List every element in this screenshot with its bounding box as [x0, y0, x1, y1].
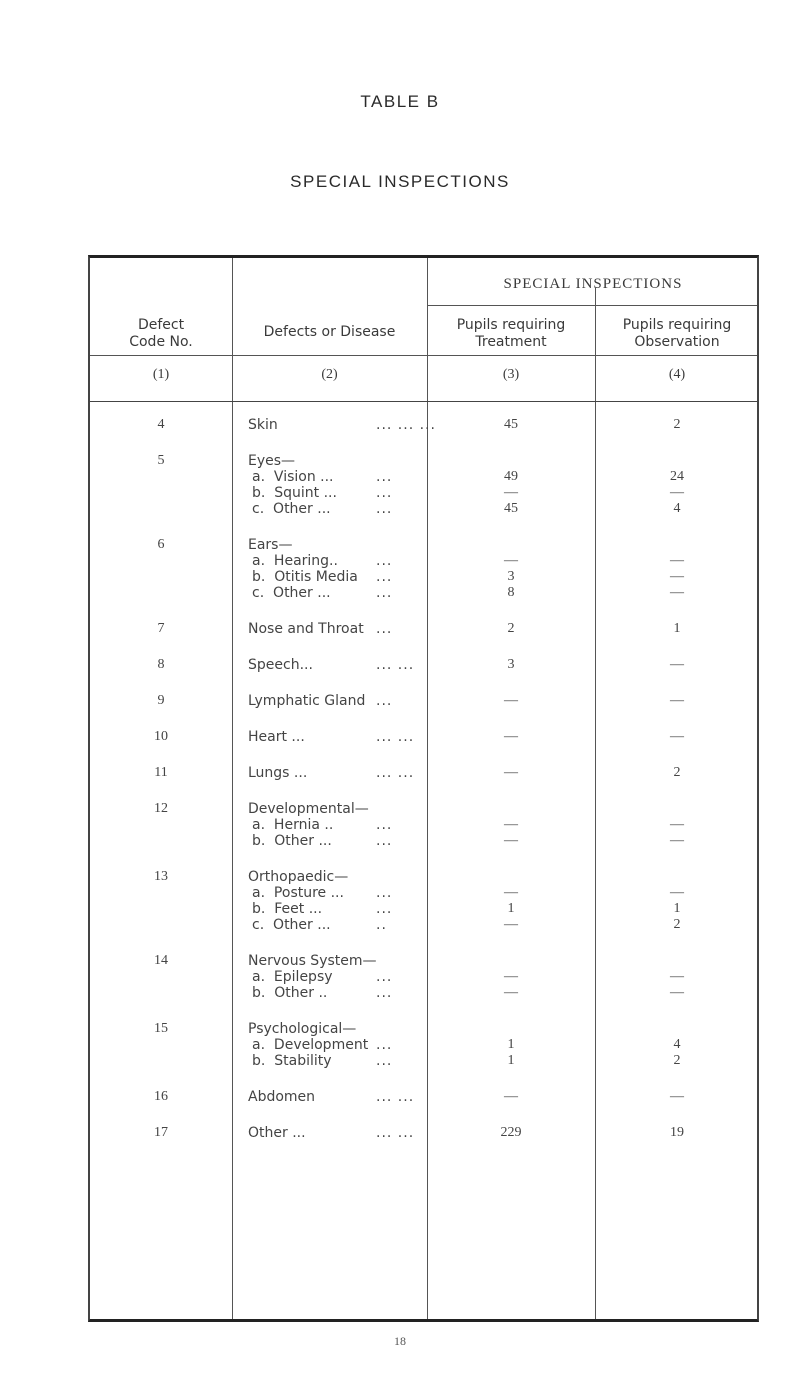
observation-count-cell: 1 — [673, 621, 681, 636]
group-header: SPECIAL INSPECTIONS — [503, 276, 683, 292]
defect-code-cell: 4 — [157, 417, 165, 432]
observation-count-cell: — — [670, 693, 684, 708]
observation-count-cell: 2 — [673, 417, 681, 432]
observation-count-cell: 4 — [673, 501, 681, 516]
defect-label-cell: a. Epilepsy — [252, 969, 333, 985]
treatment-count-cell: — — [504, 985, 518, 1000]
leader-dots: ... ... ... — [376, 417, 436, 433]
defect-label-cell: Other ... — [248, 1125, 306, 1141]
page-title: SPECIAL INSPECTIONS — [290, 172, 510, 191]
defect-code-cell: 17 — [154, 1125, 168, 1140]
defect-label-cell: b. Squint ... — [252, 485, 337, 501]
treatment-count-cell: — — [504, 1089, 518, 1104]
observation-count-cell: 2 — [673, 765, 681, 780]
leader-dots: ... — [376, 833, 393, 849]
leader-dots: ... — [376, 817, 393, 833]
observation-count-cell: 2 — [673, 1053, 681, 1068]
column-header-treatment: Pupils requiring Treatment — [456, 317, 566, 350]
defect-code-cell: 12 — [154, 801, 168, 816]
defect-code-cell: 14 — [154, 953, 168, 968]
table-row — [90, 499, 757, 519]
treatment-count-cell: 1 — [507, 901, 515, 916]
treatment-count-cell: 45 — [504, 501, 518, 516]
treatment-count-cell: — — [504, 917, 518, 932]
defect-label-cell: Lymphatic Gland — [248, 693, 366, 709]
defect-label-cell: c. Other ... — [252, 917, 331, 933]
table-row — [90, 1051, 757, 1071]
observation-count-cell: — — [670, 485, 684, 500]
treatment-count-cell: — — [504, 693, 518, 708]
table-row — [90, 915, 757, 935]
page-number: 18 — [394, 1334, 406, 1348]
leader-dots: ... — [376, 885, 393, 901]
column-number: (4) — [668, 367, 686, 382]
observation-count-cell: — — [670, 817, 684, 832]
treatment-count-cell: — — [504, 969, 518, 984]
leader-dots: ... ... — [376, 657, 415, 673]
treatment-count-cell: — — [504, 885, 518, 900]
table-row — [90, 727, 757, 747]
defect-label-cell: Eyes— — [248, 453, 296, 469]
leader-dots: ... ... — [376, 765, 415, 781]
defect-label-cell: Heart ... — [248, 729, 305, 745]
defect-label-cell: Nose and Throat — [248, 621, 364, 637]
defect-code-cell: 16 — [154, 1089, 168, 1104]
defect-label-cell: Abdomen — [248, 1089, 316, 1105]
observation-count-cell: 1 — [673, 901, 681, 916]
leader-dots: ... — [376, 501, 393, 517]
leader-dots: ... — [376, 1053, 393, 1069]
defect-code-cell: 8 — [157, 657, 165, 672]
leader-dots: ... — [376, 693, 393, 709]
treatment-count-cell: 3 — [507, 569, 515, 584]
observation-count-cell: — — [670, 657, 684, 672]
table-row — [90, 983, 757, 1003]
table-row — [90, 763, 757, 783]
table-row — [90, 655, 757, 675]
defect-label-cell: Ears— — [248, 537, 293, 553]
defect-code-cell: 7 — [157, 621, 165, 636]
treatment-count-cell: — — [504, 765, 518, 780]
column-header-defects: Defects or Disease — [263, 324, 396, 340]
table-row — [90, 1087, 757, 1107]
table-label: TABLE B — [360, 92, 440, 111]
defect-label-cell: b. Feet ... — [252, 901, 323, 917]
defect-label-cell: a. Development — [252, 1037, 369, 1053]
table-row — [90, 1123, 757, 1143]
treatment-count-cell: 1 — [507, 1053, 515, 1068]
defect-code-cell: 5 — [157, 453, 165, 468]
defect-label-cell: Skin — [248, 417, 278, 433]
treatment-count-cell: 49 — [504, 469, 518, 484]
observation-count-cell: — — [670, 969, 684, 984]
treatment-count-cell: 1 — [507, 1037, 515, 1052]
observation-count-cell: — — [670, 985, 684, 1000]
treatment-count-cell: — — [504, 553, 518, 568]
leader-dots: ... ... — [376, 729, 415, 745]
observation-count-cell: 2 — [673, 917, 681, 932]
defect-label-cell: Developmental— — [248, 801, 369, 817]
observation-count-cell: — — [670, 729, 684, 744]
defect-label-cell: c. Other ... — [252, 585, 331, 601]
table-row — [90, 415, 757, 435]
header-rule — [427, 305, 757, 306]
defect-label-cell: c. Other ... — [252, 501, 331, 517]
header-rule — [90, 401, 757, 402]
defect-label-cell: Psychological— — [248, 1021, 357, 1037]
defect-label-cell: a. Hernia .. — [252, 817, 334, 833]
header-rule — [90, 355, 757, 356]
treatment-count-cell: — — [504, 729, 518, 744]
observation-count-cell: — — [670, 885, 684, 900]
observation-count-cell: 19 — [670, 1125, 684, 1140]
defect-code-cell: 9 — [157, 693, 165, 708]
leader-dots: ... — [376, 1037, 393, 1053]
defect-code-cell: 15 — [154, 1021, 168, 1036]
observation-count-cell: — — [670, 585, 684, 600]
defect-label-cell: Nervous System— — [248, 953, 377, 969]
defect-label-cell: Speech... — [248, 657, 313, 673]
observation-count-cell: 4 — [673, 1037, 681, 1052]
treatment-count-cell: 2 — [507, 621, 515, 636]
treatment-count-cell: 3 — [507, 657, 515, 672]
leader-dots: ... — [376, 485, 393, 501]
leader-dots: ... — [376, 469, 393, 485]
leader-dots: ... — [376, 585, 393, 601]
column-header-code: Defect Code No. — [129, 317, 193, 350]
leader-dots: ... — [376, 901, 393, 917]
observation-count-cell: 24 — [670, 469, 684, 484]
defect-label-cell: b. Other .. — [252, 985, 328, 1001]
defect-label-cell: a. Hearing.. — [252, 553, 338, 569]
leader-dots: ... ... — [376, 1125, 415, 1141]
defect-label-cell: b. Other ... — [252, 833, 332, 849]
leader-dots: ... — [376, 985, 393, 1001]
column-header-observation: Pupils requiring Observation — [622, 317, 732, 350]
observation-count-cell: — — [670, 1089, 684, 1104]
treatment-count-cell: — — [504, 485, 518, 500]
treatment-count-cell: 8 — [507, 585, 515, 600]
leader-dots: .. — [376, 917, 387, 933]
defect-label-cell: Orthopaedic— — [248, 869, 349, 885]
observation-count-cell: — — [670, 569, 684, 584]
leader-dots: ... — [376, 969, 393, 985]
defect-label-cell: Lungs ... — [248, 765, 308, 781]
observation-count-cell: — — [670, 553, 684, 568]
defect-code-cell: 11 — [154, 765, 168, 780]
table-row — [90, 691, 757, 711]
table-row — [90, 583, 757, 603]
column-number: (1) — [152, 367, 170, 382]
treatment-count-cell: 229 — [500, 1125, 522, 1140]
treatment-count-cell: — — [504, 817, 518, 832]
defect-code-cell: 13 — [154, 869, 168, 884]
column-number: (2) — [321, 367, 338, 382]
defect-label-cell: b. Otitis Media — [252, 569, 358, 585]
column-number: (3) — [502, 367, 520, 382]
defect-code-cell: 6 — [157, 537, 165, 552]
defect-label-cell: a. Posture ... — [252, 885, 344, 901]
table-row — [90, 619, 757, 639]
special-inspections-table — [88, 255, 759, 1322]
table-row — [90, 831, 757, 851]
defect-code-cell: 10 — [154, 729, 168, 744]
leader-dots: ... ... — [376, 1089, 415, 1105]
treatment-count-cell: — — [504, 833, 518, 848]
defect-label-cell: a. Vision ... — [252, 469, 334, 485]
leader-dots: ... — [376, 621, 393, 637]
leader-dots: ... — [376, 553, 393, 569]
defect-label-cell: b. Stability — [252, 1053, 332, 1069]
observation-count-cell: — — [670, 833, 684, 848]
treatment-count-cell: 45 — [504, 417, 518, 432]
leader-dots: ... — [376, 569, 393, 585]
